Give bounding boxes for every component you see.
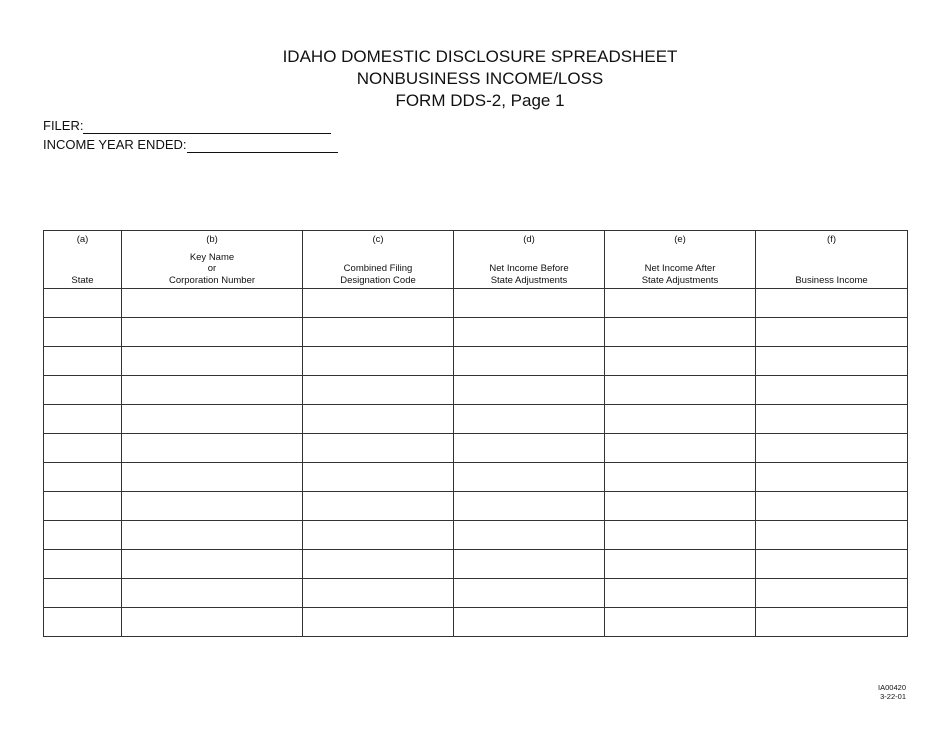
table-cell[interactable] xyxy=(454,608,605,637)
table-cell[interactable] xyxy=(605,550,756,579)
table-cell[interactable] xyxy=(122,492,303,521)
column-header xyxy=(303,231,454,289)
table-cell[interactable] xyxy=(122,608,303,637)
table-cell[interactable] xyxy=(605,405,756,434)
table-cell[interactable] xyxy=(44,376,122,405)
table-cell[interactable] xyxy=(122,579,303,608)
table-cell[interactable] xyxy=(756,521,908,550)
table-cell[interactable] xyxy=(605,376,756,405)
table-row xyxy=(44,550,908,579)
table-cell[interactable] xyxy=(454,289,605,318)
table-cell[interactable] xyxy=(756,347,908,376)
column-label-line: State Adjustments xyxy=(490,274,568,286)
table-row xyxy=(44,434,908,463)
table-cell[interactable] xyxy=(44,463,122,492)
table-cell[interactable] xyxy=(303,608,454,637)
table-cell[interactable] xyxy=(122,289,303,318)
table-cell[interactable] xyxy=(454,463,605,492)
table-body xyxy=(44,289,908,637)
table-cell[interactable] xyxy=(122,405,303,434)
table-cell[interactable] xyxy=(605,434,756,463)
table-cell[interactable] xyxy=(44,492,122,521)
table-cell[interactable] xyxy=(44,318,122,347)
table-row xyxy=(44,463,908,492)
table-cell[interactable] xyxy=(454,376,605,405)
table-cell[interactable] xyxy=(303,405,454,434)
column-label xyxy=(44,275,121,287)
table-cell[interactable] xyxy=(122,550,303,579)
table-cell[interactable] xyxy=(454,550,605,579)
table-cell[interactable] xyxy=(756,550,908,579)
table-cell[interactable] xyxy=(44,434,122,463)
table-cell[interactable] xyxy=(303,376,454,405)
table-row xyxy=(44,347,908,376)
column-label-line: or xyxy=(207,263,217,274)
table-row xyxy=(44,521,908,550)
table-cell[interactable] xyxy=(756,579,908,608)
table-cell[interactable] xyxy=(303,347,454,376)
table-cell[interactable] xyxy=(44,405,122,434)
table-cell[interactable] xyxy=(44,347,122,376)
title-line-2: NONBUSINESS INCOME/LOSS xyxy=(356,69,604,88)
table-row xyxy=(44,376,908,405)
table-cell[interactable] xyxy=(303,434,454,463)
table-cell[interactable] xyxy=(605,608,756,637)
column-letter: (c) xyxy=(372,234,384,245)
table-cell[interactable] xyxy=(756,289,908,318)
column-letter: (e) xyxy=(674,234,686,245)
table-cell[interactable] xyxy=(303,579,454,608)
column-header xyxy=(605,231,756,289)
column-label-line: Net Income Before xyxy=(489,263,569,274)
table-cell[interactable] xyxy=(454,318,605,347)
disclosure-table xyxy=(43,230,908,637)
table-cell[interactable] xyxy=(303,289,454,318)
table-cell[interactable] xyxy=(605,318,756,347)
filer-label: FILER: xyxy=(43,118,84,133)
table-cell[interactable] xyxy=(605,579,756,608)
table-cell[interactable] xyxy=(122,347,303,376)
form-title xyxy=(0,46,950,112)
table-row xyxy=(44,608,908,637)
column-label xyxy=(605,263,755,286)
column-label-line: State Adjustments xyxy=(641,274,719,286)
table-cell[interactable] xyxy=(756,463,908,492)
column-label-line: Key Name xyxy=(189,251,235,263)
table-cell[interactable] xyxy=(454,405,605,434)
table-cell[interactable] xyxy=(605,289,756,318)
table-cell[interactable] xyxy=(122,463,303,492)
table-cell[interactable] xyxy=(303,492,454,521)
table-cell[interactable] xyxy=(605,463,756,492)
table-cell[interactable] xyxy=(44,608,122,637)
table-cell[interactable] xyxy=(756,318,908,347)
table-row xyxy=(44,492,908,521)
table-cell[interactable] xyxy=(44,550,122,579)
column-header xyxy=(756,231,908,289)
header-row xyxy=(44,231,908,289)
table-cell[interactable] xyxy=(454,492,605,521)
column-header xyxy=(454,231,605,289)
form-code xyxy=(878,683,906,701)
table-cell[interactable] xyxy=(44,579,122,608)
column-label xyxy=(122,252,302,287)
column-label-line: State xyxy=(71,274,94,286)
table-row xyxy=(44,405,908,434)
table-cell[interactable] xyxy=(454,347,605,376)
table-cell[interactable] xyxy=(756,434,908,463)
table-cell[interactable] xyxy=(122,376,303,405)
table-cell[interactable] xyxy=(44,521,122,550)
filer-field[interactable] xyxy=(83,120,331,134)
column-letter: (d) xyxy=(523,234,535,245)
title-line-1: IDAHO DOMESTIC DISCLOSURE SPREADSHEET xyxy=(282,47,678,66)
table-cell[interactable] xyxy=(605,521,756,550)
income-year-field[interactable] xyxy=(187,139,338,153)
column-label xyxy=(454,263,604,286)
table-row xyxy=(44,318,908,347)
table-cell[interactable] xyxy=(122,318,303,347)
table-cell[interactable] xyxy=(303,550,454,579)
table-cell[interactable] xyxy=(756,492,908,521)
table-row xyxy=(44,579,908,608)
title-line-3: FORM DDS-2, Page 1 xyxy=(395,91,565,110)
table-cell[interactable] xyxy=(122,434,303,463)
table-cell[interactable] xyxy=(122,521,303,550)
form-number: IA00420 xyxy=(878,683,906,692)
revision-date: 3-22-01 xyxy=(880,692,906,701)
column-header xyxy=(122,231,303,289)
table-cell[interactable] xyxy=(605,492,756,521)
column-letter: (a) xyxy=(76,234,89,245)
column-letter: (b) xyxy=(206,234,218,245)
table-cell[interactable] xyxy=(454,579,605,608)
filer-row xyxy=(43,118,331,134)
column-header xyxy=(44,231,122,289)
income-year-label: INCOME YEAR ENDED: xyxy=(43,137,187,152)
column-letter: (f) xyxy=(827,234,836,245)
column-label-line: Business Income xyxy=(795,274,868,286)
table-cell[interactable] xyxy=(454,434,605,463)
table-row xyxy=(44,289,908,318)
table-cell[interactable] xyxy=(605,347,756,376)
column-label-line: Combined Filing xyxy=(343,263,413,274)
column-label-line: Net Income After xyxy=(644,263,716,274)
column-label-line: Corporation Number xyxy=(168,274,256,286)
table-cell[interactable] xyxy=(44,289,122,318)
table-cell[interactable] xyxy=(303,463,454,492)
column-label xyxy=(303,263,453,286)
column-label xyxy=(756,275,907,287)
table-cell[interactable] xyxy=(454,521,605,550)
table-cell[interactable] xyxy=(756,405,908,434)
column-label-line: Designation Code xyxy=(340,274,416,286)
table-cell[interactable] xyxy=(756,608,908,637)
table-cell[interactable] xyxy=(303,318,454,347)
table-cell[interactable] xyxy=(303,521,454,550)
income-year-row xyxy=(43,137,338,153)
table-cell[interactable] xyxy=(756,376,908,405)
